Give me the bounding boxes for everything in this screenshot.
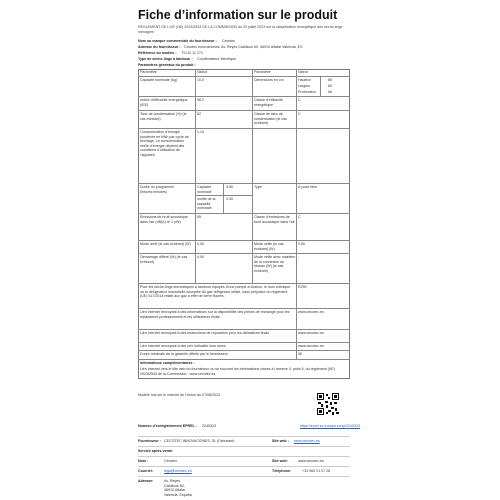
- condensation-value: 82: [197, 112, 201, 116]
- model-value: FLUX 11 271: [182, 51, 203, 55]
- email-label: Courriel:: [138, 469, 153, 473]
- condensation-label: Taux de condensation (%) (le cas échéant): [140, 112, 187, 121]
- spare-parts-link[interactable]: www.cecotec.es: [298, 310, 324, 314]
- type-value: À pose libre: [298, 185, 317, 189]
- warranty-text: Durée minimale de la garantie offerte par le fournisseur: [140, 352, 228, 356]
- divider: [138, 308, 350, 309]
- eprel-value: 2249323: [202, 424, 216, 428]
- repair-text: Lien internet renvoyant à des instructions de réparation pour les utilisateurs finals: [140, 331, 270, 335]
- eei-value: 98,2: [197, 98, 204, 102]
- width-label: Largeur: [298, 84, 311, 88]
- divider: [195, 69, 196, 283]
- program-duration-label: Durée du programme (heures:minutes): [140, 185, 175, 194]
- rated-capacity-duration: 3:50: [226, 185, 233, 189]
- service-name-label: Nom :: [138, 459, 149, 463]
- col-header-value-2: Valeur: [298, 70, 309, 74]
- dimensions-label: Dimensions en cm: [254, 78, 284, 82]
- divider: [320, 76, 321, 96]
- divider: [138, 96, 350, 97]
- noise-class-label: Classe d’émissions de bruit acoustique dans l’air: [254, 215, 295, 224]
- col-header-value-1: Valeur: [197, 70, 208, 74]
- off-mode-label: Mode arrêt (le cas échéant) (W): [140, 242, 191, 246]
- supplier-name-value: Cecotec: [222, 39, 236, 43]
- footer-site-link[interactable]: www.cecotec.es: [294, 439, 320, 443]
- capacity-value: 10.0: [197, 78, 204, 82]
- divider: [138, 128, 350, 129]
- divider: [296, 69, 300, 283]
- energy-class-label: Classe d’efficacité énergétique: [254, 98, 283, 107]
- networked-standby-value: -: [298, 255, 300, 259]
- repair-link[interactable]: www.cecotec.es: [298, 331, 324, 335]
- model-label: Référence du modèle :: [138, 51, 177, 55]
- depth-label: Profondeur: [298, 90, 316, 94]
- service-site-label: Site web:: [272, 459, 288, 463]
- market-date: Modèle mis sur le marché de l’Union du 07/08/2023: [138, 393, 221, 397]
- delay-start-value: 4,00: [197, 255, 204, 259]
- extra-info-title: Informations complémentaires :: [140, 361, 195, 365]
- condensation-class-label: Classe de taux de condensation (le cas échéant): [254, 112, 287, 126]
- networked-standby-label: Mode veille avec maintien de la connexion au réseau (W) (le cas échéant): [254, 255, 296, 273]
- eei-label: Indice d’efficacité énergétique (IEE): [140, 98, 188, 107]
- address-label: Adresse:: [138, 479, 154, 483]
- phone-value: +34 963 21 07 28: [302, 469, 331, 473]
- divider: [138, 283, 350, 284]
- rated-capacity-label: Capacité nominale: [197, 185, 212, 194]
- divider: [195, 195, 252, 196]
- half-capacity-duration: 2:30: [226, 197, 233, 201]
- half-capacity-label: moitié de la capacité nominale: [197, 197, 216, 211]
- divider: [138, 213, 350, 214]
- warranty-value: 36: [298, 352, 302, 356]
- height-value: 85: [328, 78, 332, 82]
- divider: [138, 329, 350, 330]
- supplier-name-label: Nom ou marque commerciale du fournisseur :: [138, 39, 217, 43]
- delay-start-label: Démarrage différé (W) (le cas échéant): [140, 255, 188, 264]
- service-name-value: Cecotec: [164, 459, 178, 463]
- divider: [138, 359, 350, 360]
- col-header-param-1: Paramètre: [140, 70, 157, 74]
- params-title: Paramètres généraux du produit :: [138, 63, 196, 67]
- divider: [138, 350, 350, 351]
- email-link[interactable]: lega@cecotec.es: [164, 469, 192, 473]
- dryer-type-label: Type de sèche-linge à tambour :: [138, 57, 193, 61]
- refrigerant-text: Pour les sèche-linge domestiques à tambour équipés d’une pompe à chaleur, le nom chimique ou la désignation industrielle acceptée du gaz réfrigérant utilisé, sans préjudice du règlement (UE) 517/2014 relatif aux gaz à effet de serre fluorés.: [140, 285, 291, 299]
- standby-label: Mode veille (le cas échéant) (W): [254, 242, 284, 251]
- service-site-value[interactable]: www.cecotec.es: [298, 459, 324, 463]
- depth-value: 66: [328, 90, 332, 94]
- condensation-class-value: C: [298, 112, 301, 116]
- height-label: Hauteur: [298, 78, 311, 82]
- footer-site-label: Site web :: [272, 439, 289, 443]
- page-subtitle: RÈGLEMENT DE L’UE (UE) 2023/2534 DE LA COMMISSION du 25 juillet 2023 sur la classification énergétique des sèche-linge ménagers: [138, 25, 343, 34]
- footer-supplier-value: CECOTEC INNOVACIONES, SL (Fabricant): [164, 439, 235, 443]
- divider: [252, 69, 253, 283]
- phone-label: Téléphone:: [272, 469, 292, 473]
- after-sales-label: Service après-vente:: [138, 449, 174, 453]
- supplier-address-label: Adresse du fournisseur :: [138, 45, 181, 49]
- type-label: Type: [254, 185, 262, 189]
- energy-consumption-label: Consommation d’énergie pondérée en kWh par cycle de séchage. La consommation réelle d’énergie dépend des conditions d’utilisation de l’appareil.: [140, 130, 189, 157]
- footer-supplier-label: Fournisseur :: [138, 439, 161, 443]
- capacity-label: Capacité nominale (kg): [140, 78, 177, 82]
- address-value: Av. Reyes Católicos 60, 46910 Alfafar Valencia, España: [164, 479, 192, 497]
- width-value: 60: [328, 84, 332, 88]
- eprel-link[interactable]: https://eprel.ec.europa.eu/qr/2249323: [300, 424, 360, 428]
- page-title: Fiche d’information sur le produit: [138, 8, 338, 22]
- standby-value: 0,50: [298, 242, 305, 246]
- qr-code-icon: [316, 392, 340, 416]
- prices-text: Lien internet renvoyant à des prix indicatifs hors taxes: [140, 344, 226, 348]
- noise-class-value: C: [298, 215, 301, 219]
- extra-info-text: Lien internet vers le site web du fournisseur où se trouvent les informations visées à l’annexe II, point 6, du règlement (UE) 2023/2534 de la Commission : www.cecotec.es: [140, 367, 335, 376]
- divider: [138, 342, 350, 343]
- noise-value: 65: [197, 215, 201, 219]
- divider: [138, 183, 350, 184]
- prices-link[interactable]: www.cecotec.es: [298, 344, 324, 348]
- divider: [138, 76, 350, 77]
- divider: [138, 240, 350, 241]
- dryer-type-value: Condensateur électrique: [197, 57, 237, 61]
- noise-label: Émissions de bruit acoustique dans l’air (dB(A) re 1 pW): [140, 215, 188, 224]
- divider: [223, 183, 224, 213]
- spare-parts-text: Lien internet renvoyant à des informations sur la disponibilité des pièces de rechange pour les réparateurs professionnels et les utilisateurs finals: [140, 310, 290, 319]
- divider: [296, 283, 297, 359]
- energy-consumption-value: 1,14: [197, 130, 204, 134]
- refrigerant-value: R290: [298, 285, 307, 289]
- col-header-param-2: Paramètre: [254, 70, 271, 74]
- supplier-address-value: Cecotec Innovaciones, Av. Reyes Católicos 60, 46910 Alfafar Valencia, ES: [184, 45, 303, 49]
- eprel-label: Numéro d’enregistrement EPREL :: [138, 424, 197, 428]
- divider: [138, 110, 350, 111]
- off-mode-value: 0,50: [197, 242, 204, 246]
- energy-class-value: C: [298, 98, 301, 102]
- divider: [138, 253, 350, 254]
